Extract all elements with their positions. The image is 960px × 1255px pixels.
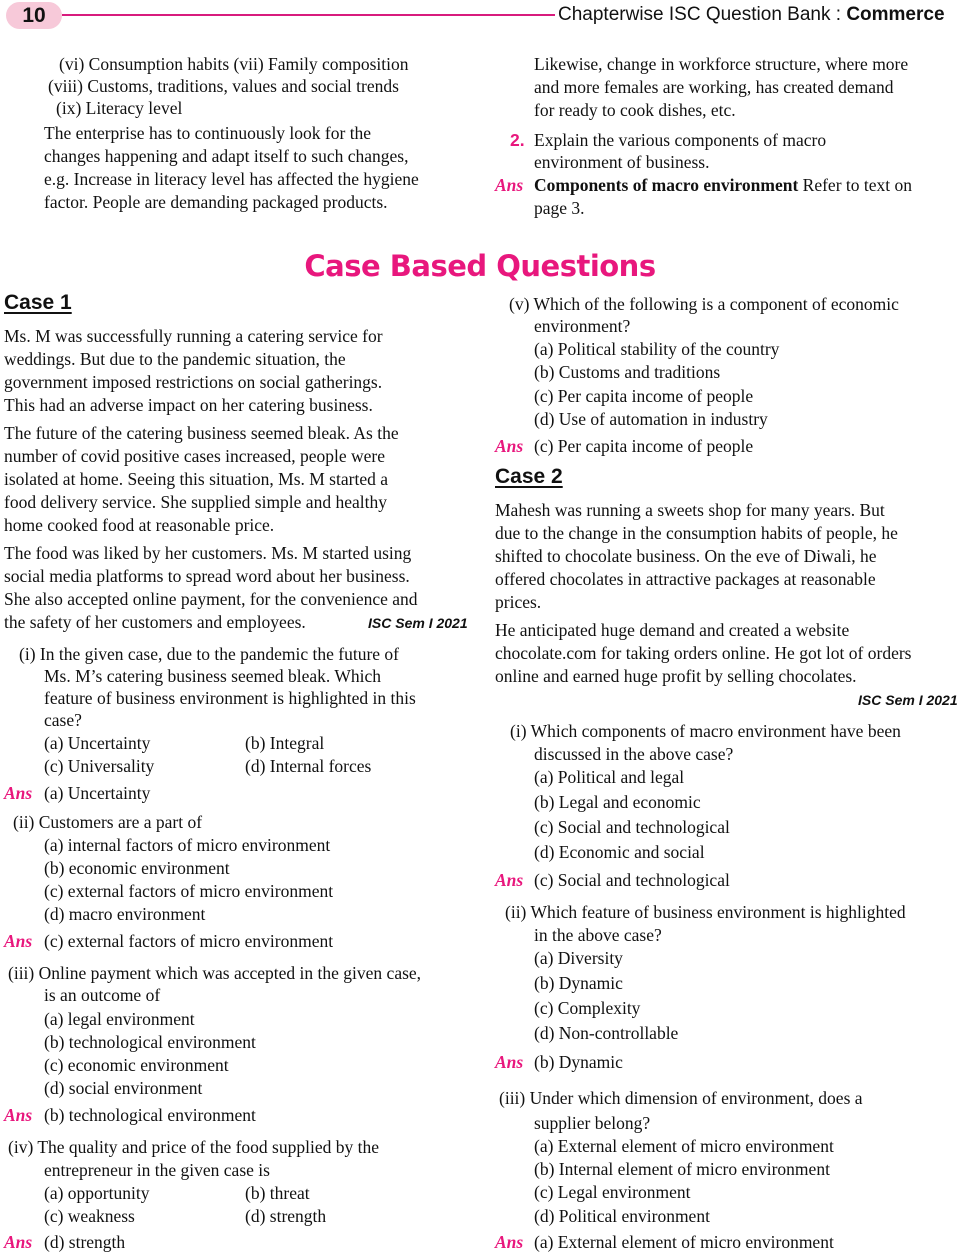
answer-text: (c) Social and technological bbox=[534, 870, 730, 890]
question-line: (iii) Under which dimension of environment, does a bbox=[499, 1088, 863, 1108]
paragraph-line: chocolate.com for taking orders online. He got lot of orders bbox=[495, 643, 912, 663]
option: (d) Use of automation in industry bbox=[534, 409, 768, 429]
paragraph-line: government imposed restrictions on social gatherings. bbox=[4, 372, 383, 392]
paragraph-line: for ready to cook dishes, etc. bbox=[534, 100, 736, 120]
option: (c) Social and technological bbox=[534, 817, 730, 837]
book-title-text: Chapterwise ISC Question Bank : bbox=[558, 4, 847, 25]
list-item: (vi) Consumption habits (vii) Family composition bbox=[59, 54, 409, 74]
answer-label: Ans bbox=[495, 1232, 524, 1252]
option: (d) Economic and social bbox=[534, 842, 705, 862]
paragraph-line: prices. bbox=[495, 592, 542, 612]
question-line: environment of business. bbox=[534, 152, 710, 172]
option: (d) Political environment bbox=[534, 1206, 710, 1226]
question-line: in the above case? bbox=[534, 925, 662, 945]
paragraph-line: number of covid positive cases increased, people were bbox=[4, 446, 385, 466]
option: (b) Legal and economic bbox=[534, 792, 701, 812]
paragraph-line: The food was liked by her customers. Ms. M started using bbox=[4, 543, 412, 563]
answer-label: Ans bbox=[4, 1105, 33, 1125]
paragraph-line: shifted to chocolate business. On the eve of Diwali, he bbox=[495, 546, 877, 566]
question-line: case? bbox=[44, 710, 82, 730]
answer-text: (a) Uncertainty bbox=[44, 783, 151, 803]
option: (d) strength bbox=[245, 1206, 327, 1226]
option: (b) technological environment bbox=[44, 1032, 256, 1052]
option: (a) legal environment bbox=[44, 1009, 195, 1029]
answer-line: page 3. bbox=[534, 198, 585, 218]
header-rule bbox=[62, 14, 555, 16]
paragraph-line: social media platforms to spread word about her business. bbox=[4, 566, 410, 586]
question-line: (v) Which of the following is a component of economic bbox=[509, 294, 899, 314]
answer-text: (a) External element of micro environment bbox=[534, 1232, 834, 1252]
book-subject: Commerce bbox=[846, 4, 945, 25]
paragraph-line: the safety of her customers and employees. bbox=[4, 612, 306, 632]
option: (c) Universality bbox=[44, 756, 155, 776]
question-line: (ii) Customers are a part of bbox=[13, 812, 203, 832]
answer-label: Ans bbox=[495, 175, 524, 195]
paragraph-line: He anticipated huge demand and created a website bbox=[495, 620, 850, 640]
answer-label: Ans bbox=[4, 931, 33, 951]
section-title: Case Based Questions bbox=[304, 249, 656, 283]
option: (c) external factors of micro environment bbox=[44, 881, 334, 901]
option: (b) economic environment bbox=[44, 858, 230, 878]
option: (a) Political and legal bbox=[534, 767, 685, 787]
source-tag: ISC Sem I 2021 bbox=[858, 692, 958, 708]
question-line: (ii) Which feature of business environment is highlighted bbox=[505, 902, 906, 922]
option: (a) internal factors of micro environment bbox=[44, 835, 331, 855]
option: (b) Internal element of micro environment bbox=[534, 1159, 830, 1179]
question-number: 2. bbox=[510, 130, 525, 150]
question-line: (iv) The quality and price of the food supplied by the bbox=[8, 1137, 379, 1157]
answer-text: (b) technological environment bbox=[44, 1105, 256, 1125]
option: (b) Dynamic bbox=[534, 973, 623, 993]
paragraph-line: food delivery service. She supplied simple and healthy bbox=[4, 492, 387, 512]
paragraph-line: and more females are working, has created demand bbox=[534, 77, 894, 97]
answer-line bbox=[534, 174, 912, 197]
option: (c) economic environment bbox=[44, 1055, 229, 1075]
paragraph-line: Likewise, change in workforce structure, where more bbox=[534, 54, 909, 74]
paragraph-line: She also accepted online payment, for the convenience and bbox=[4, 589, 418, 609]
paragraph-line: home cooked food at reasonable price. bbox=[4, 515, 275, 535]
option: (b) Customs and traditions bbox=[534, 362, 721, 382]
option: (a) Uncertainty bbox=[44, 733, 151, 753]
option: (a) Diversity bbox=[534, 948, 623, 968]
option: (d) Internal forces bbox=[245, 756, 372, 776]
paragraph-line: e.g. Increase in literacy level has affected the hygiene bbox=[44, 169, 419, 189]
answer-text: (d) strength bbox=[44, 1232, 126, 1252]
case-heading: Case 1 bbox=[4, 291, 72, 314]
option: (d) social environment bbox=[44, 1078, 203, 1098]
option: (c) Legal environment bbox=[534, 1182, 691, 1202]
question-line: supplier belong? bbox=[534, 1113, 651, 1133]
book-title bbox=[558, 3, 945, 27]
answer-text: Refer to text on bbox=[802, 175, 912, 195]
question-line: is an outcome of bbox=[44, 985, 161, 1005]
answer-text: (c) Per capita income of people bbox=[534, 436, 754, 456]
option: (c) weakness bbox=[44, 1206, 135, 1226]
answer-label: Ans bbox=[4, 1232, 33, 1252]
paragraph-line: This had an adverse impact on her catering business. bbox=[4, 395, 373, 415]
case-heading: Case 2 bbox=[495, 465, 563, 488]
question-line: Ms. M’s catering business seemed bleak. Which bbox=[44, 666, 381, 686]
option: (a) Political stability of the country bbox=[534, 339, 780, 359]
question-line: entrepreneur in the given case is bbox=[44, 1160, 270, 1180]
question-line: (i) In the given case, due to the pandemic the future of bbox=[19, 644, 399, 664]
answer-label: Ans bbox=[4, 783, 33, 803]
option: (a) opportunity bbox=[44, 1183, 150, 1203]
answer-label: Ans bbox=[495, 436, 524, 456]
answer-text: (b) Dynamic bbox=[534, 1052, 623, 1072]
question-line: Explain the various components of macro bbox=[534, 130, 827, 150]
paragraph-line: offered chocolates in attractive packages at reasonable bbox=[495, 569, 876, 589]
option: (c) Per capita income of people bbox=[534, 386, 754, 406]
paragraph-line: weddings. But due to the pandemic situation, the bbox=[4, 349, 346, 369]
option: (b) threat bbox=[245, 1183, 310, 1203]
paragraph-line: factor. People are demanding packaged products. bbox=[44, 192, 388, 212]
question-line: (iii) Online payment which was accepted in the given case, bbox=[8, 963, 422, 983]
answer-label: Ans bbox=[495, 870, 524, 890]
paragraph-line: The enterprise has to continuously look for the bbox=[44, 123, 372, 143]
question-line: feature of business environment is highlighted in this bbox=[44, 688, 416, 708]
option: (d) Non-controllable bbox=[534, 1023, 679, 1043]
question-line: environment? bbox=[534, 316, 631, 336]
page-number: 10 bbox=[6, 2, 62, 29]
paragraph-line: changes happening and adapt itself to such changes, bbox=[44, 146, 409, 166]
list-item: (viii) Customs, traditions, values and social trends bbox=[48, 76, 399, 96]
answer-bold: Components of macro environment bbox=[534, 175, 799, 195]
paragraph-line: Ms. M was successfully running a catering service for bbox=[4, 326, 383, 346]
answer-label: Ans bbox=[495, 1052, 524, 1072]
list-item: (ix) Literacy level bbox=[56, 98, 183, 118]
paragraph-line: Mahesh was running a sweets shop for many years. But bbox=[495, 500, 885, 520]
question-line: discussed in the above case? bbox=[534, 744, 734, 764]
paragraph-line: due to the change in the consumption habits of people, he bbox=[495, 523, 898, 543]
source-tag: ISC Sem I 2021 bbox=[368, 615, 468, 631]
paragraph-line: The future of the catering business seemed bleak. As the bbox=[4, 423, 399, 443]
question-line: (i) Which components of macro environment have been bbox=[510, 721, 901, 741]
paragraph-line: online and earned huge profit by selling chocolates. bbox=[495, 666, 857, 686]
option: (b) Integral bbox=[245, 733, 325, 753]
paragraph-line: isolated at home. Seeing this situation, Ms. M started a bbox=[4, 469, 388, 489]
option: (d) macro environment bbox=[44, 904, 206, 924]
answer-text: (c) external factors of micro environment bbox=[44, 931, 334, 951]
option: (c) Complexity bbox=[534, 998, 641, 1018]
option: (a) External element of micro environment bbox=[534, 1136, 834, 1156]
